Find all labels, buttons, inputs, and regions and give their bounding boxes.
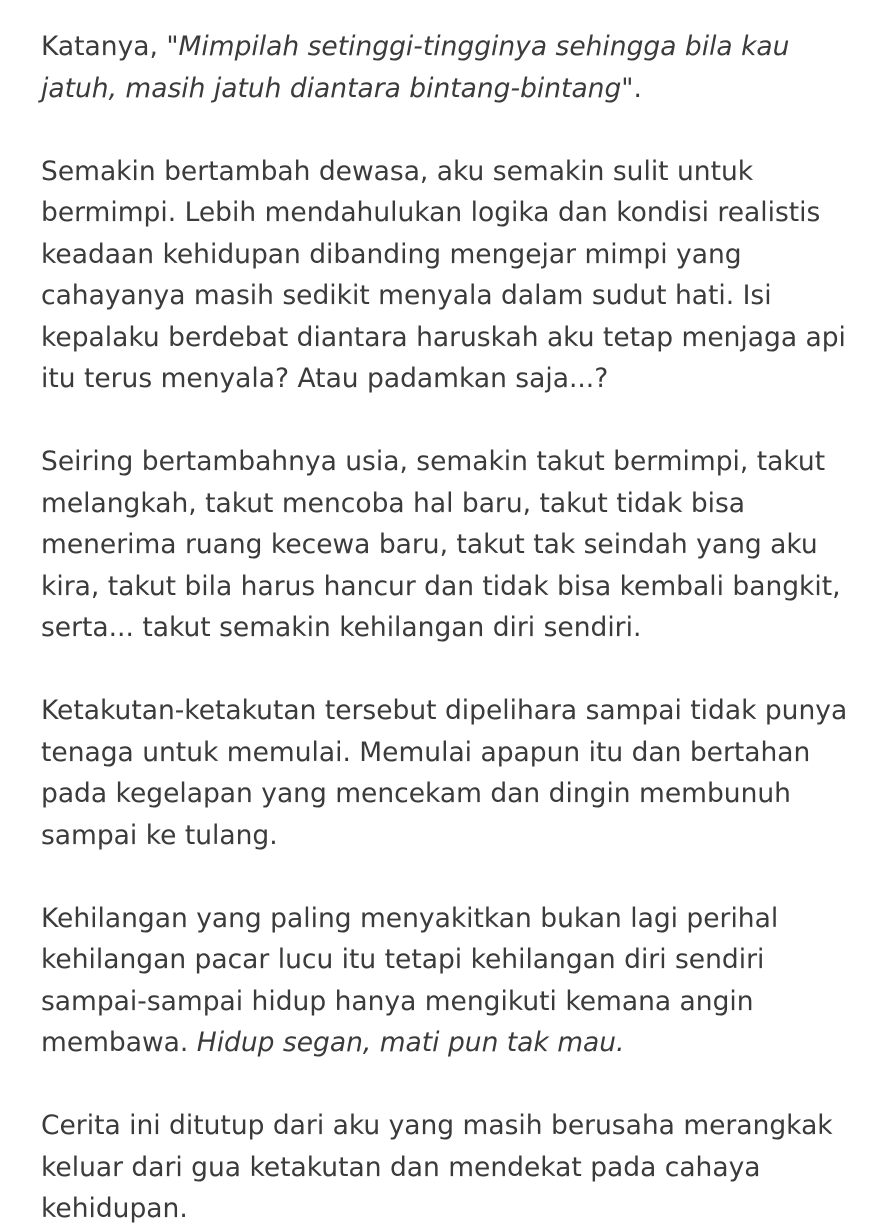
text-line: itu terus menyala? Atau padamkan saja...? (41, 363, 609, 394)
text-line: Ketakutan-ketakutan tersebut dipelihara sampai tidak punya (41, 695, 848, 726)
text-segment: . (633, 72, 642, 104)
text-line: sampai ke tulang. (41, 819, 278, 851)
text-line: melangkah, takut mencoba hal baru, takut tidak bisa (41, 487, 746, 519)
quote-italic: jatuh, masih jatuh diantara bintang-bintang" (41, 72, 634, 104)
text-line: kehidupan. (41, 1193, 188, 1224)
text-line: kehilangan pacar lucu itu tetapi kehilangan diri sendiri (41, 944, 765, 975)
text-line: serta... takut semakin kehilangan diri sendiri. (41, 612, 642, 643)
quote-italic: "Mimpilah setinggi-tingginya sehingga bila kau (166, 31, 790, 62)
text-segment: membawa. (41, 1027, 197, 1058)
paragraph (41, 151, 846, 400)
article-body (41, 26, 848, 1230)
text-line: pada kegelapan yang mencekam dan dingin membunuh (41, 778, 791, 809)
text-line: cahayanya masih sedikit menyala dalam sudut hati. Isi (41, 280, 772, 311)
text-line (41, 26, 841, 68)
text-line: Kehilangan yang paling menyakitkan bukan lagi perihal (41, 902, 779, 934)
text-line (41, 68, 841, 110)
text-line: Cerita ini ditutup dari aku yang masih berusaha merangkak (41, 1110, 833, 1141)
text-line (41, 1022, 841, 1064)
paragraph-quote (41, 26, 841, 109)
text-line: keadaan kehidupan dibanding mengejar mimpi yang (41, 238, 742, 270)
text-line: Seiring bertambahnya usia, semakin takut bermimpi, takut (41, 446, 826, 477)
paragraph (41, 1105, 841, 1230)
paragraph (41, 690, 848, 856)
text-line: kira, takut bila harus hancur dan tidak bisa kembali bangkit, (41, 570, 841, 602)
text-line: tenaga untuk memulai. Memulai apapun itu dan bertahan (41, 736, 811, 768)
text-line: kepalaku berdebat diantara haruskah aku tetap menjaga api (41, 321, 846, 353)
text-line: Semakin bertambah dewasa, aku semakin sulit untuk (41, 155, 754, 187)
text-line: bermimpi. Lebih mendahulukan logika dan kondisi realistis (41, 197, 821, 228)
paragraph (41, 441, 841, 649)
text-line: keluar dari gua ketakutan dan mendekat pada cahaya (41, 1151, 761, 1183)
proverb-italic: Hidup segan, mati pun tak mau. (196, 1027, 625, 1058)
paragraph (41, 898, 841, 1064)
text-line: menerima ruang kecewa baru, takut tak seindah yang aku (41, 529, 818, 560)
text-segment: Katanya, (41, 31, 167, 62)
text-line: sampai-sampai hidup hanya mengikuti kemana angin (41, 985, 754, 1017)
